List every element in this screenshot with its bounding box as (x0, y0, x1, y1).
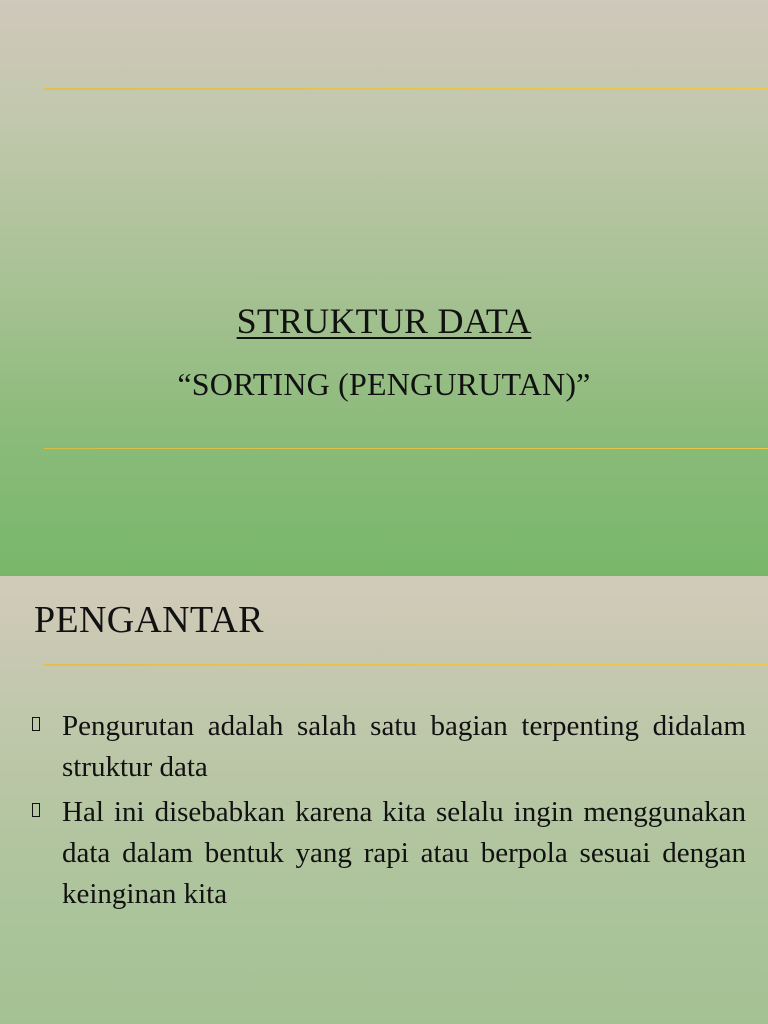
content-slide (0, 576, 768, 1024)
bullet-icon (32, 803, 40, 817)
decorative-rule-top (44, 88, 768, 90)
slide-title: STRUKTUR DATA (236, 301, 532, 341)
heading-rule (44, 664, 768, 666)
bullet-icon (32, 717, 40, 731)
bullet-list (32, 706, 746, 919)
bullet-text: Hal ini disebabkan karena kita selalu ingin menggunakan data dalam bentuk yang rapi atau berpola sesuai dengan keinginan kita (62, 796, 746, 910)
slide-subtitle: “SORTING (PENGURUTAN)” (177, 366, 591, 402)
bullet-text: Pengurutan adalah salah satu bagian terpenting didalam struktur data (62, 710, 746, 783)
list-item (32, 792, 746, 915)
list-item (32, 706, 746, 788)
decorative-rule-bottom (44, 448, 768, 449)
content-heading: PENGANTAR (34, 599, 264, 641)
